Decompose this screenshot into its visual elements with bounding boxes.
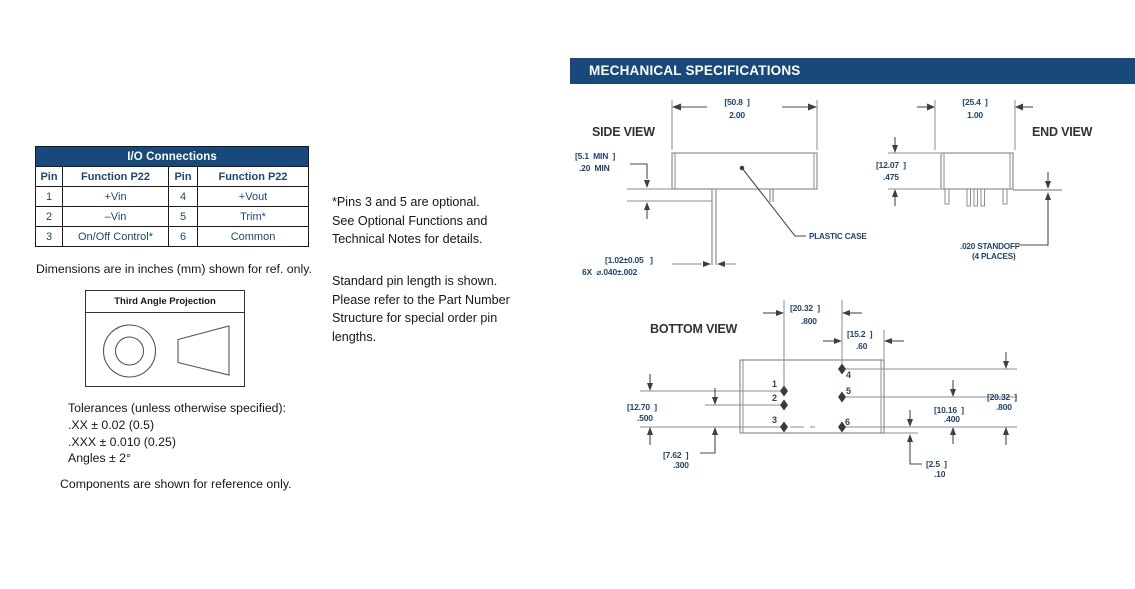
bottom-dim-a-mm: [20.32 ]: [790, 303, 820, 313]
dimensions-note: Dimensions are in inches (mm) shown for ref. only.: [36, 262, 312, 276]
io-table-header-row: [36, 167, 309, 187]
pin-marker: [780, 386, 788, 397]
pin-marker: [838, 364, 846, 375]
pin-number-4: 4: [846, 370, 852, 380]
end-width-in-label: 1.00: [967, 110, 983, 120]
note-line: See Optional Functions and: [332, 213, 488, 228]
io-cell: 6: [169, 227, 198, 247]
bottom-dim-f-mm: [10.16 ]: [934, 405, 964, 415]
end-view-label: END VIEW: [1032, 125, 1093, 139]
io-cell: –Vin: [63, 207, 169, 227]
standoff-label-line2: (4 PLACES): [972, 252, 1016, 261]
third-angle-projection-box: [85, 290, 245, 387]
end-case: [941, 153, 1013, 189]
tolerances-block: [68, 400, 286, 467]
table-row: [36, 207, 309, 227]
bottom-dim-e-mm: [20.32 ]: [987, 392, 1017, 402]
pin-marker: [780, 400, 788, 411]
bottom-dim-g-in: .10: [934, 469, 946, 479]
end-height-in-label: .475: [883, 172, 899, 182]
bottom-dim-d-in: .300: [673, 460, 689, 470]
projection-inner-circle: [116, 337, 144, 365]
tolerances-line: .XXX ± 0.010 (0.25): [68, 434, 176, 449]
bottom-dim-c-in: .500: [637, 413, 653, 423]
pin-marker: [780, 422, 788, 433]
io-cell: 4: [169, 187, 198, 207]
table-row: [36, 187, 309, 207]
tolerances-line: .XX ± 0.02 (0.5): [68, 417, 155, 432]
io-header-function: Function P22: [198, 167, 309, 187]
projection-symbol: [86, 313, 244, 386]
end-view-drawing: [876, 97, 1093, 261]
pin-number-1: 1: [771, 379, 777, 389]
bottom-dim-f-in: .400: [944, 414, 960, 424]
components-note: Components are shown for reference only.: [60, 477, 292, 491]
pin-marker: [838, 392, 846, 403]
note-line: Technical Notes for details.: [332, 232, 483, 247]
bottom-dim-c-mm: [12.70 ]: [627, 402, 657, 412]
io-cell: Trim*: [198, 207, 309, 227]
bottom-dim-a-in: .800: [801, 316, 817, 326]
table-row: [36, 227, 309, 247]
side-min-mm-label: [5.1 MIN ]: [575, 151, 616, 161]
io-cell: 3: [36, 227, 63, 247]
note-line: *Pins 3 and 5 are optional.: [332, 195, 480, 209]
plastic-case-label: PLASTIC CASE: [809, 232, 867, 241]
io-cell: 2: [36, 207, 63, 227]
io-cell: 1: [36, 187, 63, 207]
note-line: Please refer to the Part Number: [332, 292, 510, 307]
io-cell: Common: [198, 227, 309, 247]
side-width-mm-label: [50.8 ]: [724, 97, 750, 107]
projection-outer-circle: [104, 325, 156, 377]
end-width-mm-label: [25.4 ]: [962, 97, 988, 107]
io-header-function: Function P22: [63, 167, 169, 187]
pin-number-2: 2: [771, 393, 777, 403]
bottom-dim-e-in: .800: [996, 402, 1012, 412]
section-header-mechanical-specifications: MECHANICAL SPECIFICATIONS: [570, 58, 1135, 84]
bottom-dim-b-in: .60: [856, 341, 868, 351]
pin-number-3: 3: [771, 415, 777, 425]
bottom-dim-d-mm: [7.62 ]: [663, 450, 689, 460]
pin-number-6: 6: [845, 417, 851, 427]
note-line: Standard pin length is shown.: [332, 274, 498, 288]
io-cell: On/Off Control*: [63, 227, 169, 247]
tolerances-line: Angles ± 2°: [68, 451, 131, 466]
bottom-dim-b-mm: [15.2 ]: [847, 329, 873, 339]
projection-cone: [178, 326, 229, 375]
io-cell: +Vin: [63, 187, 169, 207]
io-header-pin: Pin: [36, 167, 63, 187]
side-min-in-label: .20 MIN: [579, 163, 610, 173]
io-cell: 5: [169, 207, 198, 227]
projection-title: Third Angle Projection: [86, 291, 244, 313]
bottom-view-label: BOTTOM VIEW: [650, 322, 738, 336]
side-width-in-label: 2.00: [729, 110, 745, 120]
side-pin-dia-mm-label: [1.02±0.05 ]: [605, 255, 653, 265]
standoff-label-line1: .020 STANDOFF: [960, 242, 1020, 251]
io-table-title: I/O Connections: [36, 147, 309, 167]
mechanical-drawing: [570, 90, 1135, 500]
end-height-mm-label: [12.07 ]: [876, 160, 906, 170]
side-pin-dia-in-label: 6X ⌀.040±.002: [582, 267, 638, 277]
io-header-pin: Pin: [169, 167, 198, 187]
bottom-view-drawing: [627, 300, 1017, 479]
bottom-dim-g-mm: [2.5 ]: [926, 459, 947, 469]
note-line: Structure for special order pin: [332, 311, 498, 326]
optional-pins-note: [332, 193, 487, 249]
tolerances-line: Tolerances (unless otherwise specified):: [68, 401, 287, 415]
io-connections-table: [35, 146, 309, 247]
pin-length-note: [332, 272, 510, 346]
side-view-drawing: [575, 97, 867, 277]
pin-number-5: 5: [846, 386, 852, 396]
io-cell: +Vout: [198, 187, 309, 207]
side-view-label: SIDE VIEW: [592, 125, 655, 139]
note-line: lengths.: [332, 329, 377, 344]
